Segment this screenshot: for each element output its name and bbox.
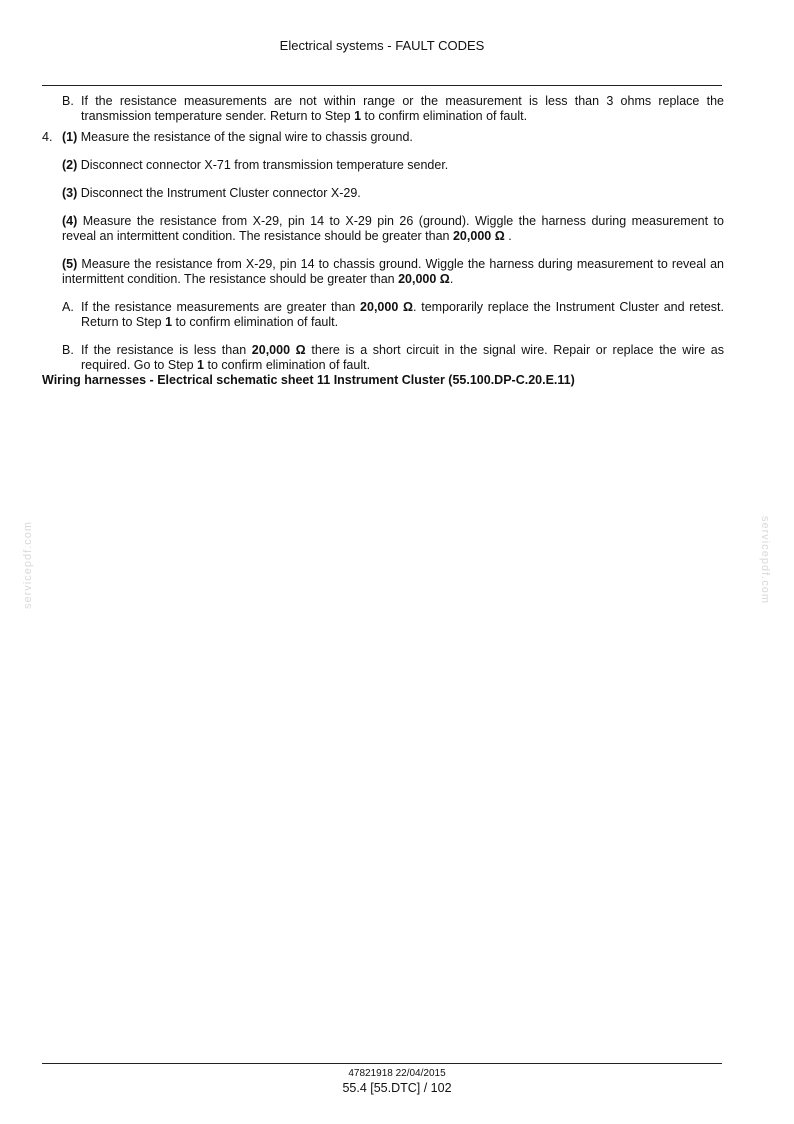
step-number: 4. <box>42 130 53 144</box>
footer-rule <box>42 1063 722 1064</box>
substep-3: (3) Disconnect the Instrument Cluster connector X-29. <box>62 186 361 200</box>
sub-item-label: B. <box>62 343 74 357</box>
substep-2: (2) Disconnect connector X-71 from transmission temperature sender. <box>62 158 449 172</box>
sub-item-b-step4 <box>42 343 724 373</box>
footer-doc-reference: 47821918 22/04/2015 <box>348 1068 446 1079</box>
page-content <box>42 94 724 388</box>
page-header-title: Electrical systems - FAULT CODES <box>279 38 485 53</box>
sub-item-label: B. <box>62 94 74 108</box>
substep-1: (1) Measure the resistance of the signal wire to chassis ground. <box>62 130 413 144</box>
sub-item-b-step3 <box>42 94 724 124</box>
sub-item-text: If the resistance measurements are not within range or the measurement is less than 3 ohms replace the transmission temperature sender. Return to Step 1 to confirm elimination of fault. <box>81 94 724 123</box>
watermark-right: servicepdf.com <box>759 516 771 604</box>
watermark-left: servicepdf.com <box>22 521 34 609</box>
substep-4: (4) Measure the resistance from X-29, pin 14 to X-29 pin 26 (ground). Wiggle the harness during measurement to reveal an intermittent condition. The resistance should be greater than 20,000 Ω . <box>62 214 724 243</box>
wiring-schematic-link[interactable]: Wiring harnesses - Electrical schematic sheet 11 Instrument Cluster (55.100.DP-C.20.E.11) <box>42 373 575 387</box>
sub-item-text: If the resistance is less than 20,000 Ω there is a short circuit in the signal wire. Repair or replace the wire as required. Go to Step 1 to confirm elimination of fault. <box>81 343 724 372</box>
sub-item-a-step4 <box>42 300 724 330</box>
sub-item-text: If the resistance measurements are greater than 20,000 Ω. temporarily replace the Instrument Cluster and retest. Return to Step 1 to confirm elimination of fault. <box>81 300 725 329</box>
sub-item-label: A. <box>62 300 74 314</box>
footer-page-number: 55.4 [55.DTC] / 102 <box>342 1081 452 1095</box>
substep-5: (5) Measure the resistance from X-29, pin 14 to chassis ground. Wiggle the harness during measurement to reveal an intermittent condition. The resistance should be greater than 20,000 Ω. <box>62 257 724 286</box>
header-rule <box>42 85 722 86</box>
step-4 <box>42 130 724 145</box>
